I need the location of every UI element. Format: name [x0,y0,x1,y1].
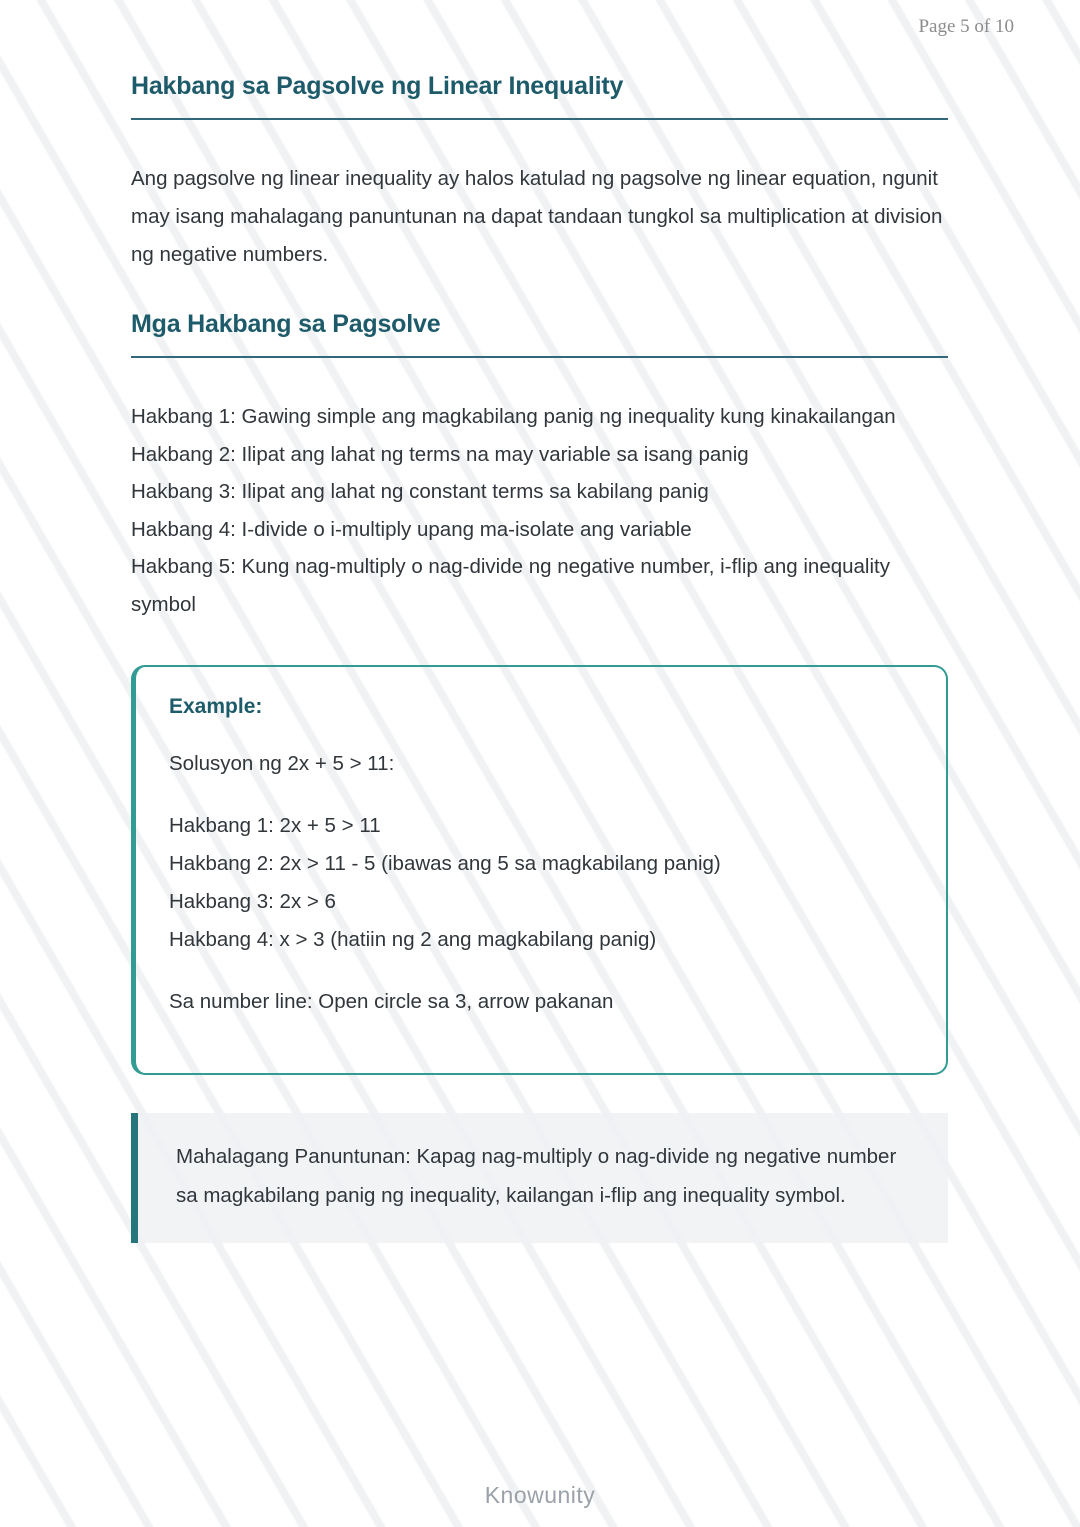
example-number-line-note: Sa number line: Open circle sa 3, arrow pakanan [169,990,614,1013]
example-box [131,665,948,1075]
title-underline-rule [131,356,948,358]
callout-text: Mahalagang Panuntunan: Kapag nag-multiply o nag-divide ng negative number sa magkabilang panig ng inequality, kailangan i-flip ang inequality symbol. [176,1145,897,1207]
section-title-mga-hakbang: Mga Hakbang sa Pagsolve [131,310,441,338]
example-step-3: Hakbang 3: 2x > 6 [169,890,336,913]
important-rule-callout [131,1113,948,1243]
example-label: Example: [169,695,263,718]
example-problem: Solusyon ng 2x + 5 > 11: [169,752,395,775]
step-item-1: Hakbang 1: Gawing simple ang magkabilang panig ng inequality kung kinakailangan [131,405,896,428]
example-step-4: Hakbang 4: x > 3 (hatiin ng 2 ang magkabilang panig) [169,928,657,951]
example-steps-list [169,807,916,959]
page-number: Page 5 of 10 [918,16,1014,37]
step-item-2: Hakbang 2: Ilipat ang lahat ng terms na may variable sa isang panig [131,442,749,466]
intro-paragraph: Ang pagsolve ng linear inequality ay halos katulad ng pagsolve ng linear equation, ngunit may isang mahalagang panuntunan na dapat tandaan tungkol sa multiplication at division ng negative numbers. [131,167,943,266]
footer-brand: Knowunity [484,1482,596,1508]
step-item-5: Hakbang 5: Kung nag-multiply o nag-divide ng negative number, i-flip ang inequality symbol [131,555,890,616]
step-item-4: Hakbang 4: I-divide o i-multiply upang ma-isolate ang variable [131,517,692,541]
document-body [131,0,948,1243]
title-underline-rule [131,118,948,120]
section-title-hakbang-sa-pagsolve: Hakbang sa Pagsolve ng Linear Inequality [131,72,624,100]
example-step-1: Hakbang 1: 2x + 5 > 11 [169,814,381,837]
example-step-2: Hakbang 2: 2x > 11 - 5 (ibawas ang 5 sa magkabilang panig) [169,852,721,875]
step-item-3: Hakbang 3: Ilipat ang lahat ng constant terms sa kabilang panig [131,480,709,503]
section-mga-hakbang [131,310,948,358]
steps-list [131,398,948,623]
